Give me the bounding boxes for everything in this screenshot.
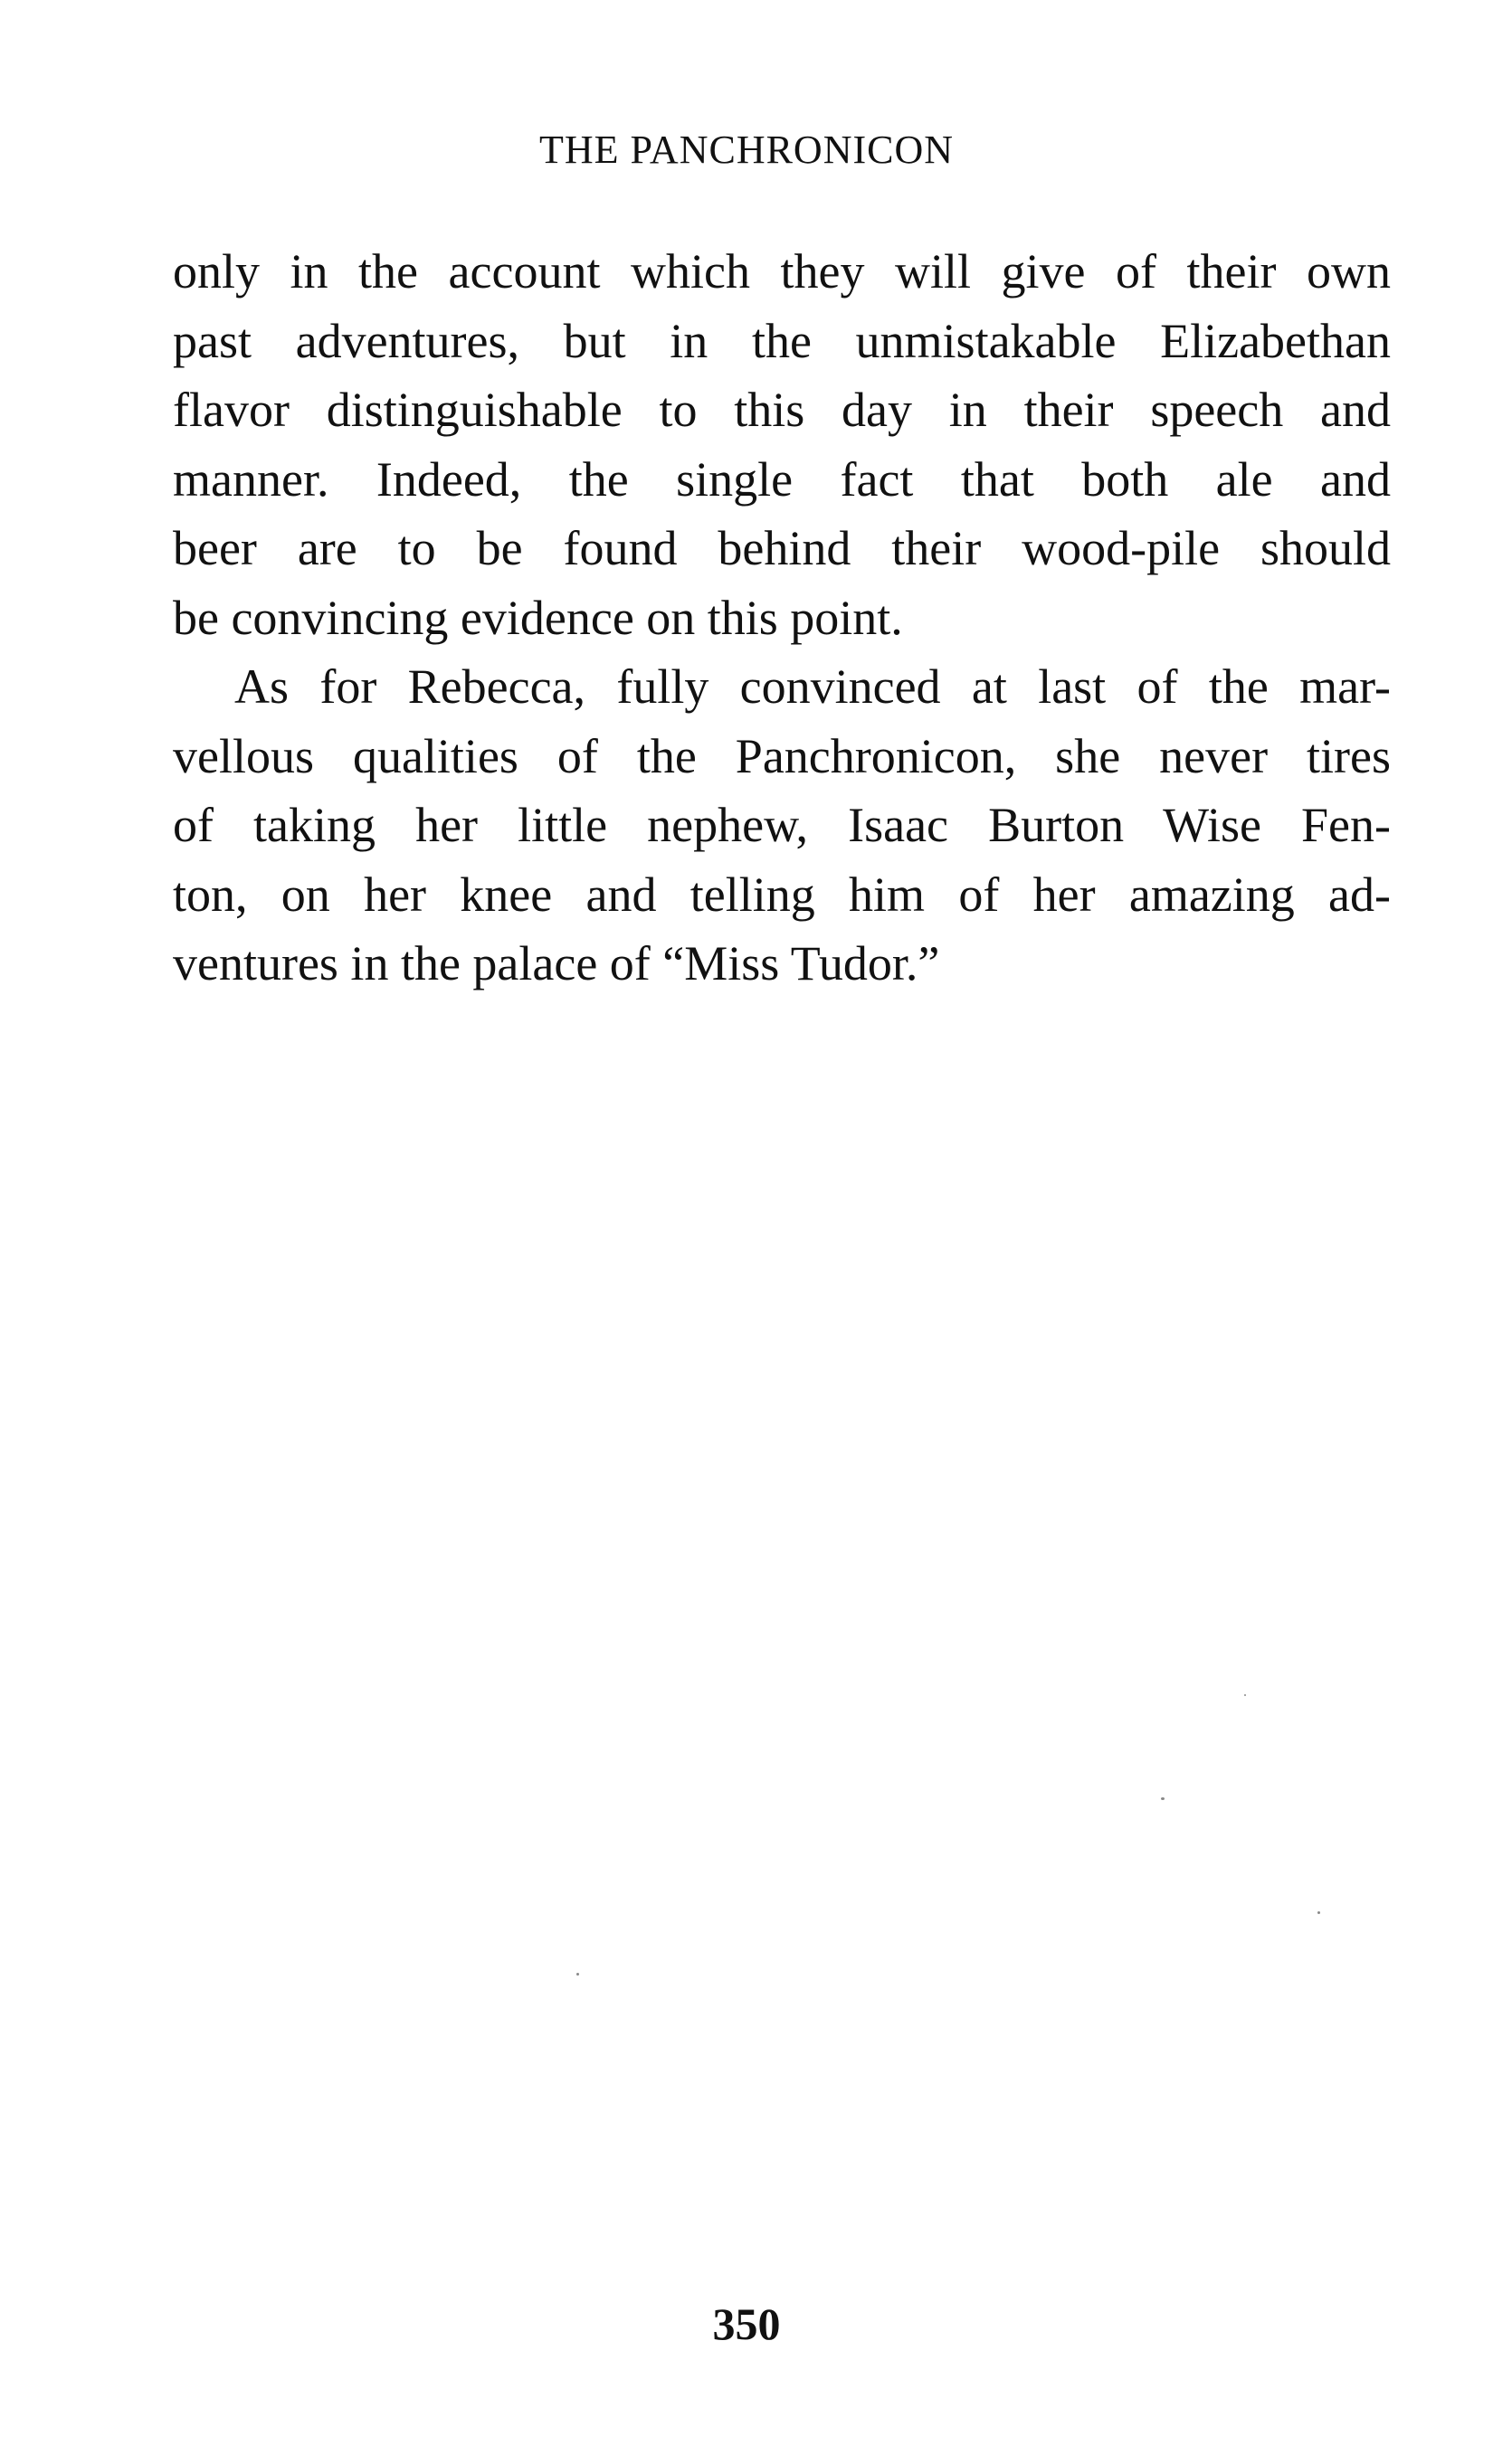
page-number: 350 (712, 2298, 781, 2349)
body-text (173, 237, 1391, 999)
text-line: ventures in the palace of “Miss Tudor.” (173, 936, 940, 990)
paragraph-2 (173, 652, 1391, 999)
text-line: As for Rebecca, fully convinced at last of the mar- (234, 659, 1391, 714)
paper-speck (576, 1973, 579, 1976)
text-line: vellous qualities of the Panchronicon, she never tires (173, 728, 1391, 783)
paragraph-1 (173, 237, 1391, 652)
text-line: past adventures, but in the unmistakable Elizabethan (173, 313, 1391, 368)
text-line: of taking her little nephew, Isaac Burton Wise Fen- (173, 798, 1391, 852)
text-line: beer are to be found behind their wood-pile should (173, 521, 1391, 575)
text-line: be convincing evidence on this point. (173, 590, 903, 645)
text-line: manner. Indeed, the single fact that both ale and (173, 451, 1391, 507)
text-line: only in the account which they will give of their own (173, 244, 1391, 299)
text-line: flavor distinguishable to this day in their speech and (173, 383, 1391, 437)
paper-speck (1161, 1797, 1165, 1800)
paper-speck (1317, 1911, 1320, 1914)
running-head: THE PANCHRONICON (538, 128, 955, 172)
paper-speck (1244, 1694, 1246, 1696)
text-line: ton, on her knee and telling him of her amazing ad- (173, 867, 1391, 922)
